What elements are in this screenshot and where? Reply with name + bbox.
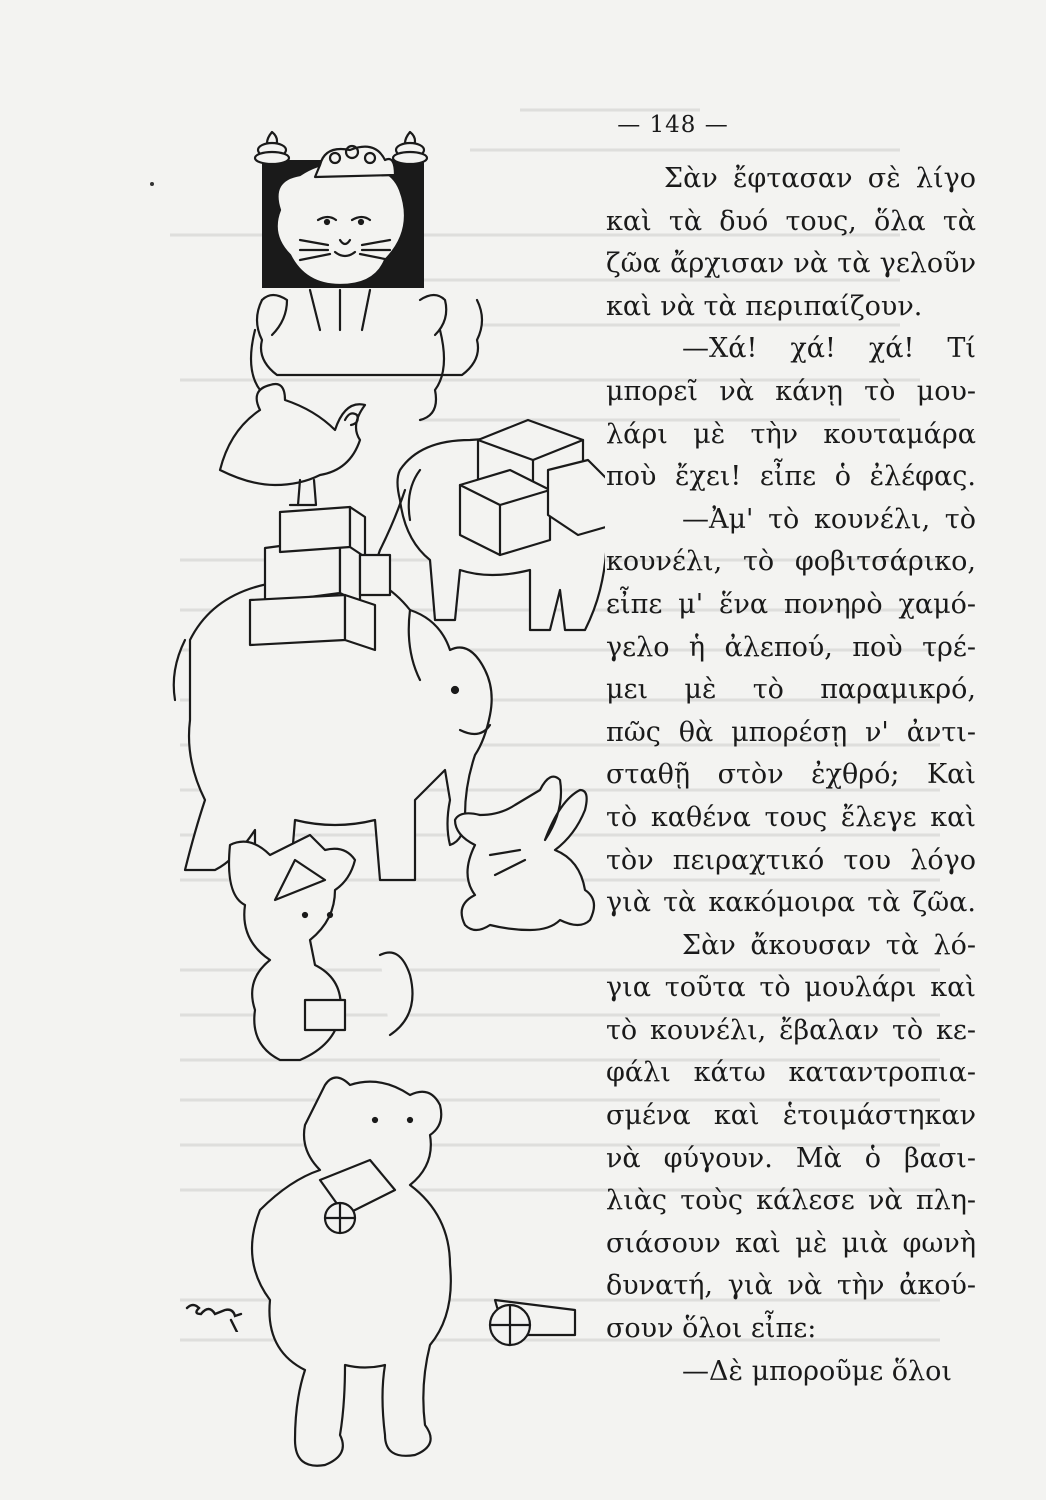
text-line: κουνέλι, τὸ φοβιτσάρικο, (606, 546, 976, 578)
speck (150, 182, 154, 186)
page-number: — 148 — (617, 112, 729, 138)
text-line: σιάσουν καὶ μὲ μιὰ φωνὴ (606, 1227, 976, 1259)
text-line: —Ἀμ' τὸ κουνέλι, τὸ (682, 503, 976, 535)
text-line: μει μὲ τὸ παραμικρό, (606, 674, 976, 706)
rabbit (455, 777, 594, 930)
illustration-animal-tower (165, 110, 605, 1470)
artist-signature (185, 1292, 265, 1332)
text-line: σταθῇ στὸν ἐχθρό; Καὶ (606, 759, 976, 791)
animal-tower-drawing (165, 110, 605, 1470)
cargo-boxes-large (250, 507, 390, 650)
text-line: λάρι μὲ τὴν κουταμάρα (606, 418, 976, 450)
text-line: ποὺ ἔχει! εἶπε ὁ ἐλέφας. (606, 461, 976, 493)
text-line: —Χά! χά! χά! Τί (682, 333, 976, 365)
text-line: τὸν πειραχτικό του λόγο (606, 844, 976, 876)
text-line: καὶ τὰ δυό τους, ὅλα τὰ (606, 205, 976, 237)
text-line: Σὰν ἄκουσαν τὰ λό- (682, 929, 976, 961)
text-line: τὸ κουνέλι, ἔβαλαν τὸ κε- (606, 1014, 976, 1046)
text-line: —Δὲ μποροῦμε ὅλοι (682, 1355, 952, 1387)
bear (252, 1078, 451, 1466)
text-line: γιὰ τὰ κακόμοιρα τὰ ζῶα. (606, 887, 976, 919)
text-line: λιὰς τοὺς κάλεσε νὰ πλη- (606, 1185, 976, 1217)
text-line: σουν ὅλοι εἶπε: (606, 1313, 817, 1345)
text-column (606, 158, 976, 1393)
text-line: νὰ φύγουν. Μὰ ὁ βασι- (606, 1142, 976, 1174)
text-line: για τοῦτα τὸ μουλάρι καὶ (606, 972, 976, 1004)
text-line: φάλι κάτω καταντροπια- (606, 1057, 976, 1089)
rooster (220, 384, 365, 505)
text-line: τὸ καθένα τους ἔλεγε καὶ (606, 801, 976, 833)
text-line: σμένα καὶ ἑτοιμάστηκαν (606, 1100, 976, 1132)
text-line: μπορεῖ νὰ κάνῃ τὸ μου- (606, 375, 976, 407)
text-line: δυνατή, γιὰ νὰ τὴν ἀκού- (606, 1270, 976, 1302)
text-line: καὶ νὰ τὰ περιπαίζουν. (606, 290, 923, 322)
text-line: γελο ἡ ἀλεπού, ποὺ τρέ- (606, 631, 976, 663)
text-line: ζῶα ἄρχισαν νὰ τὰ γελοῦν (606, 248, 976, 280)
text-line: πῶς θὰ μπορέσῃ ν' ἀντι- (606, 716, 976, 748)
text-line: εἶπε μ' ἕνα πονηρὸ χαμό- (606, 588, 976, 620)
text-line: Σὰν ἔφτασαν σὲ λίγο (664, 163, 976, 194)
